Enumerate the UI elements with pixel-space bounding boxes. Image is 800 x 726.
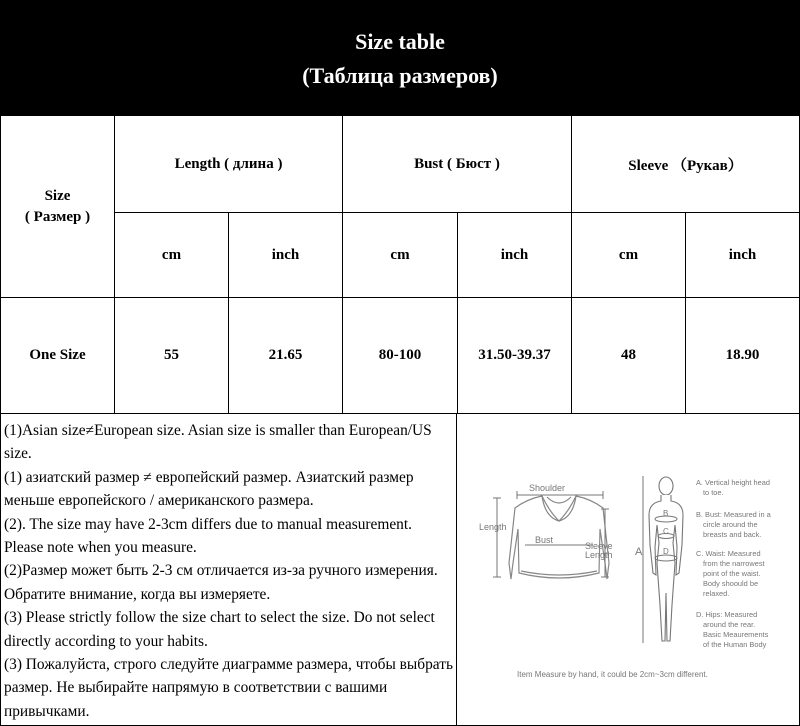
- note-item: (1)Asian size≠European size. Asian size is smaller than European/US size.: [4, 422, 432, 463]
- sleeve-length-label: Length: [585, 550, 613, 560]
- legend-d-line: of the Human Body: [703, 640, 767, 649]
- bust-label: Bust: [535, 535, 554, 545]
- note-item: (3) Пожалуйста, строго следуйте диаграмме размера, чтобы выбрать размер. Не выбирайте напрямую в соответствии с вашими привычками.: [4, 656, 453, 720]
- value-length-inch: 21.65: [229, 298, 343, 414]
- legend-c-line: point of the waist.: [703, 569, 761, 578]
- value-sleeve-inch: 18.90: [686, 298, 800, 414]
- legend-b-line: breasts and back.: [703, 530, 762, 539]
- page-title: Size table: [355, 29, 445, 54]
- title-banner: [0, 0, 800, 115]
- row-size-cell: One Size: [1, 298, 115, 414]
- letter-d: D: [663, 547, 669, 556]
- bust-header: Bust ( Бюст ): [343, 116, 572, 213]
- value-sleeve-cm: 48: [572, 298, 686, 414]
- page-subtitle: (Таблица размеров): [302, 63, 498, 88]
- unit-bust-inch: inch: [458, 213, 572, 298]
- length-header: Length ( длина ): [115, 116, 343, 213]
- note-item: (3) Please strictly follow the size chart to select the size. Do not select directly according to your habits.: [4, 609, 435, 650]
- note-item: (2)Размер может быть 2-3 см отличается из-за ручного измерения. Обратите внимание, когда вы измеряете.: [4, 562, 438, 603]
- measurement-footnote: Item Measure by hand, it could be 2cm~3cm different.: [517, 670, 708, 679]
- legend-b-line: B. Bust: Measured in a: [696, 510, 771, 519]
- measurement-diagram: [457, 413, 800, 726]
- size-header-label: Size: [44, 187, 71, 204]
- legend-d-line: Basic Meaurements: [703, 630, 769, 639]
- sleeve-label: Sleeve: [585, 541, 613, 551]
- size-table: [0, 115, 800, 413]
- unit-sleeve-inch: inch: [686, 213, 800, 298]
- dimension-lines: [493, 491, 609, 577]
- legend-c-line: C. Waist: Measured: [696, 549, 761, 558]
- legend-a-line: to toe.: [703, 488, 724, 497]
- unit-length-cm: cm: [115, 213, 229, 298]
- body-legend: [696, 478, 772, 649]
- legend-c-line: from the narrowest: [703, 559, 765, 568]
- unit-sleeve-cm: cm: [572, 213, 686, 298]
- legend-d-line: D. Hips: Measured: [696, 610, 758, 619]
- legend-c-line: Body shoould be: [703, 579, 759, 588]
- value-bust-inch: 31.50-39.37: [458, 298, 572, 414]
- sweater-drawing: [509, 496, 609, 579]
- length-label: Length: [479, 522, 507, 532]
- value-bust-cm: 80-100: [343, 298, 458, 414]
- legend-a-line: A. Vertical height head: [696, 478, 770, 487]
- body-figure: [649, 477, 683, 641]
- letter-c: C: [663, 527, 669, 536]
- letter-b: B: [663, 509, 669, 518]
- unit-length-inch: inch: [229, 213, 343, 298]
- legend-d-line: around the rear.: [703, 620, 756, 629]
- sleeve-header: Sleeve （Рукав）: [572, 116, 800, 213]
- letter-a: A: [635, 546, 643, 558]
- size-notes: [0, 413, 457, 726]
- measurement-illustration: [457, 413, 800, 726]
- note-item: (1) азиатский размер ≠ европейский размер. Азиатский размер меньше европейского / американского размера.: [4, 468, 414, 510]
- value-length-cm: 55: [115, 298, 229, 414]
- legend-b-line: circle around the: [703, 520, 758, 529]
- legend-c-line: relaxed.: [703, 589, 730, 598]
- size-header-cell: [1, 116, 115, 298]
- size-header-label-ru: ( Размер ): [24, 208, 91, 225]
- shoulder-label: Shoulder: [529, 483, 566, 493]
- note-item: (2). The size may have 2-3cm differs due to manual measurement. Please note when you measure.: [4, 515, 412, 557]
- unit-bust-cm: cm: [343, 213, 458, 298]
